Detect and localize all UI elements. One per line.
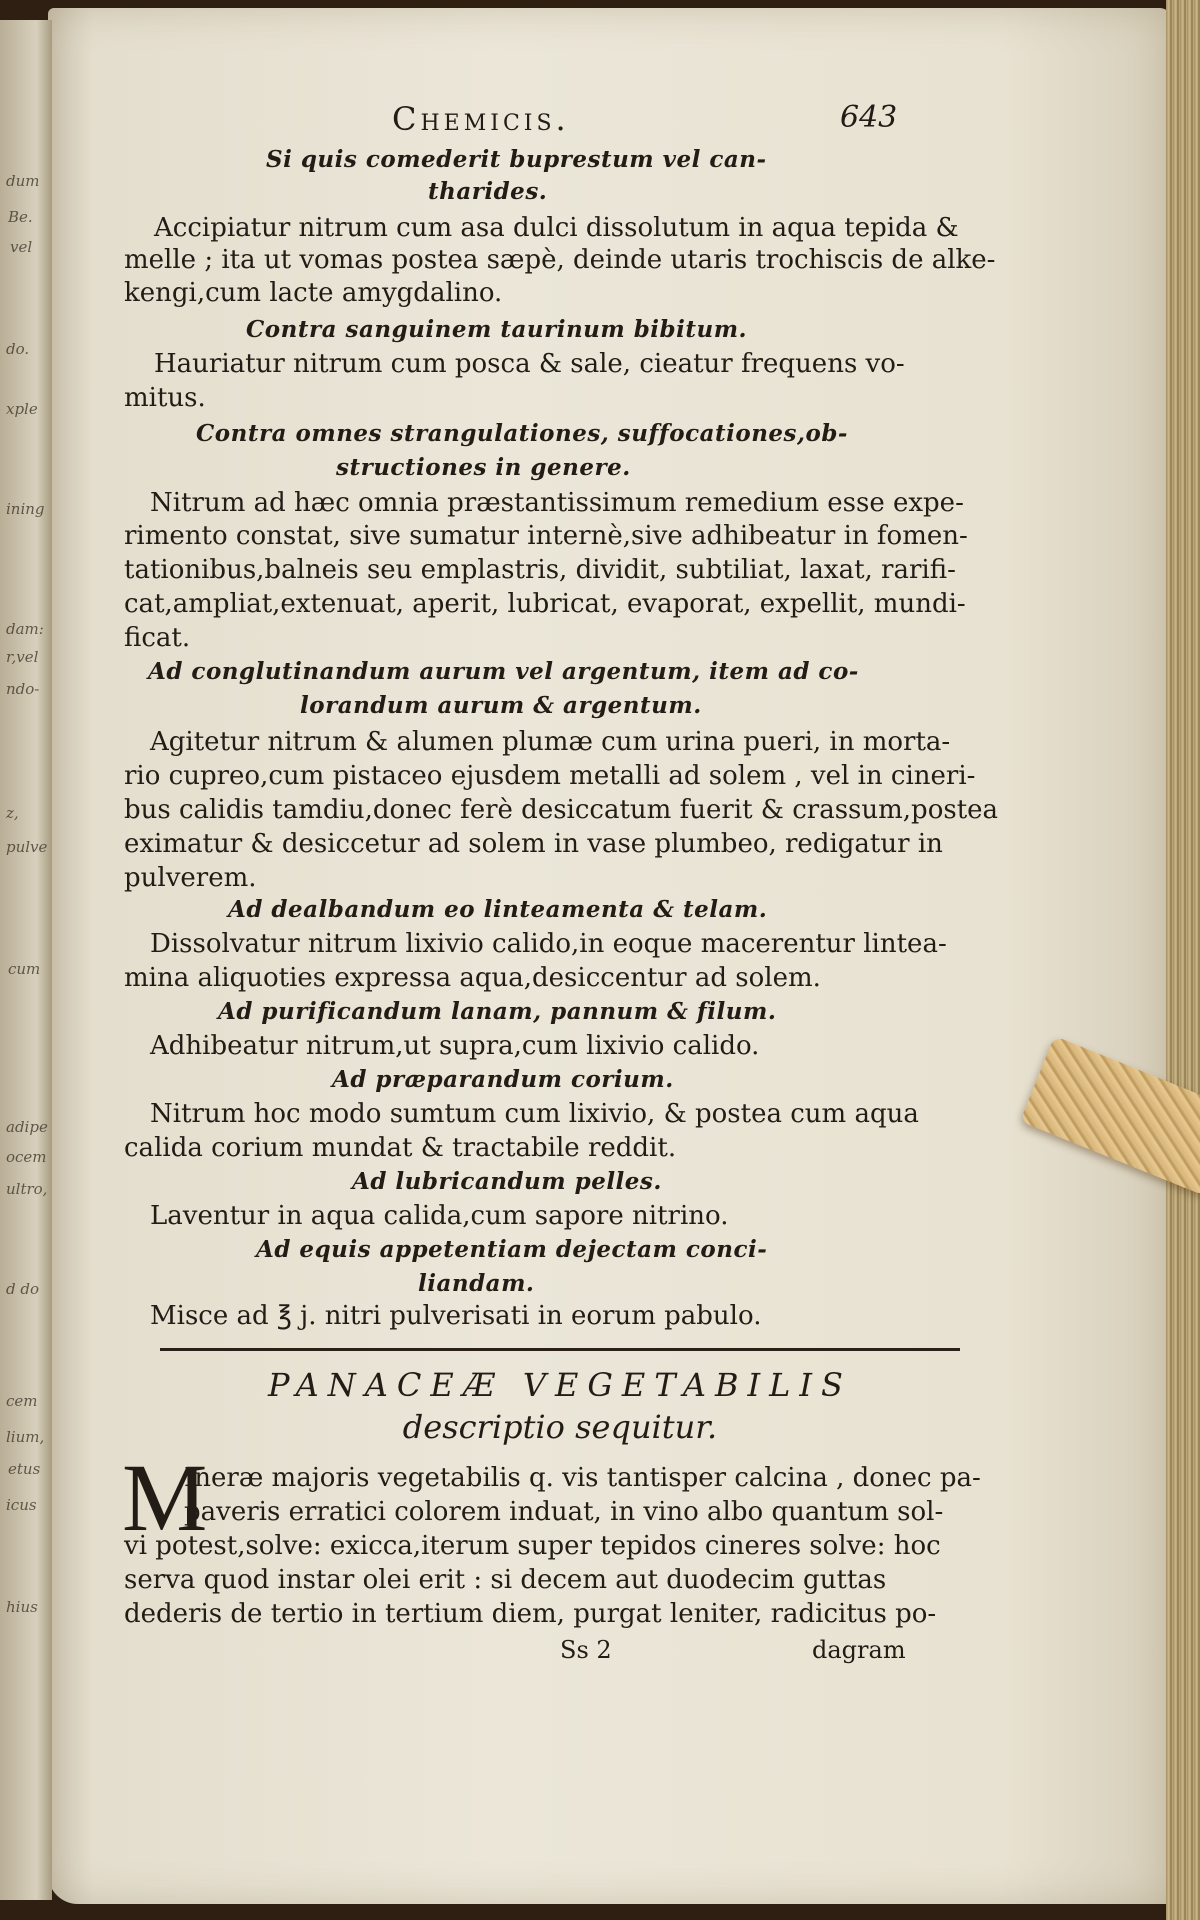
left-fragment: adipe (6, 1118, 48, 1136)
entry-text: rimento constat, sive sumatur internè,sive adhibeatur in fomen- (124, 521, 968, 551)
entry-heading: Ad præparandum corium. (332, 1066, 674, 1093)
entry-text: kengi,cum lacte amygdalino. (124, 278, 503, 308)
left-fragment: pulve (6, 838, 48, 856)
entry-text: mina aliquoties expressa aqua,desiccentur ad solem. (124, 963, 821, 993)
entry-text: Agitetur nitrum & alumen plumæ cum urina pueri, in morta- (150, 727, 951, 757)
left-fragment: ocem (6, 1148, 47, 1166)
right-page-edges (1166, 0, 1200, 1920)
left-page-edge (0, 20, 52, 1900)
left-fragment: Be. (8, 208, 33, 226)
entry-text: ficat. (124, 623, 191, 653)
left-fragment: z, (6, 804, 19, 822)
left-fragment: r,vel (6, 648, 39, 666)
left-fragment: cem (6, 1392, 38, 1410)
left-fragment: ndo- (6, 680, 40, 698)
left-fragment: do. (6, 340, 30, 358)
entry-text: mitus. (124, 383, 206, 413)
signature-mark: Ss 2 (560, 1636, 612, 1664)
left-fragment: cum (8, 960, 41, 978)
entry-heading: tharides. (428, 178, 548, 205)
left-fragment: vel (10, 238, 33, 256)
left-fragment: xple (6, 400, 38, 418)
section-text: vi potest,solve: exicca,iterum super tepidos cineres solve: hoc (124, 1531, 941, 1561)
section-text: dederis de tertio in tertium diem, purgat leniter, radicitus po- (124, 1599, 937, 1629)
entry-heading: Ad purificandum lanam, pannum & filum. (218, 998, 777, 1025)
entry-text: Dissolvatur nitrum lixivio calido,in eoque macerentur lintea- (150, 929, 947, 959)
left-fragment: hius (6, 1598, 38, 1616)
entry-text: rio cupreo,cum pistaceo ejusdem metalli ad solem , vel in cineri- (124, 761, 976, 791)
entry-text: Nitrum ad hæc omnia præstantissimum remedium esse expe- (150, 488, 964, 518)
left-fragment: d do (6, 1280, 40, 1298)
entry-text: Laventur in aqua calida,cum sapore nitrino. (150, 1201, 729, 1231)
entry-text: melle ; ita ut vomas postea sæpè, deinde utaris trochiscis de alke- (124, 245, 996, 275)
running-title: Chemicis. (392, 100, 570, 138)
section-subtitle: descriptio sequitur. (402, 1408, 718, 1446)
section-text: paveris erratici colorem induat, in vino albo quantum sol- (184, 1497, 944, 1527)
entry-text: calida corium mundat & tractabile reddit. (124, 1133, 677, 1163)
section-rule (160, 1348, 960, 1351)
left-fragment: ining (6, 500, 45, 518)
entry-heading: structiones in genere. (336, 454, 631, 481)
drop-cap: M (122, 1444, 208, 1551)
section-text: Ineræ majoris vegetabilis q. vis tantisper calcina , donec pa- (184, 1463, 981, 1493)
entry-text: bus calidis tamdiu,donec ferè desiccatum fuerit & crassum,postea (124, 795, 999, 825)
section-title: PANACEÆ VEGETABILIS (268, 1366, 852, 1404)
entry-heading: Ad lubricandum pelles. (352, 1168, 662, 1195)
entry-text: Nitrum hoc modo sumtum cum lixivio, & postea cum aqua (150, 1099, 919, 1129)
entry-heading: Ad equis appetentiam dejectam conci- (256, 1236, 768, 1263)
section-text: serva quod instar olei erit : si decem aut duodecim guttas (124, 1565, 887, 1595)
page-content (100, 0, 1100, 1920)
left-fragment: lium, (6, 1428, 45, 1446)
entry-text: Accipiatur nitrum cum asa dulci dissolutum in aqua tepida & (154, 213, 959, 243)
entry-heading: Contra sanguinem taurinum bibitum. (246, 316, 748, 343)
left-fragment: dum (6, 172, 40, 190)
entry-heading: Contra omnes strangulationes, suffocationes,ob- (196, 420, 848, 447)
entry-text: Adhibeatur nitrum,ut supra,cum lixivio calido. (150, 1031, 760, 1061)
entry-heading: liandam. (418, 1270, 535, 1297)
entry-text: Misce ad ℥ j. nitri pulverisati in eorum pabulo. (150, 1301, 762, 1331)
entry-text: pulverem. (124, 863, 257, 893)
entry-heading: Ad conglutinandum aurum vel argentum, item ad co- (148, 658, 859, 685)
catchword: dagram (812, 1636, 906, 1664)
left-fragment: etus (8, 1460, 41, 1478)
page-number: 643 (840, 100, 898, 135)
entry-heading: Si quis comederit buprestum vel can- (266, 146, 767, 173)
entry-heading: lorandum aurum & argentum. (300, 692, 702, 719)
entry-text: cat,ampliat,extenuat, aperit, lubricat, evaporat, expellit, mundi- (124, 589, 966, 619)
left-fragment: icus (6, 1496, 37, 1514)
entry-text: Hauriatur nitrum cum posca & sale, cieatur frequens vo- (154, 349, 905, 379)
entry-text: tationibus,balneis seu emplastris, dividit, subtiliat, laxat, rarifi- (124, 555, 956, 585)
left-fragment: dam: (6, 620, 44, 638)
left-fragment: ultro, (6, 1180, 48, 1198)
entry-heading: Ad dealbandum eo linteamenta & telam. (228, 896, 768, 923)
entry-text: eximatur & desiccetur ad solem in vase plumbeo, redigatur in (124, 829, 943, 859)
